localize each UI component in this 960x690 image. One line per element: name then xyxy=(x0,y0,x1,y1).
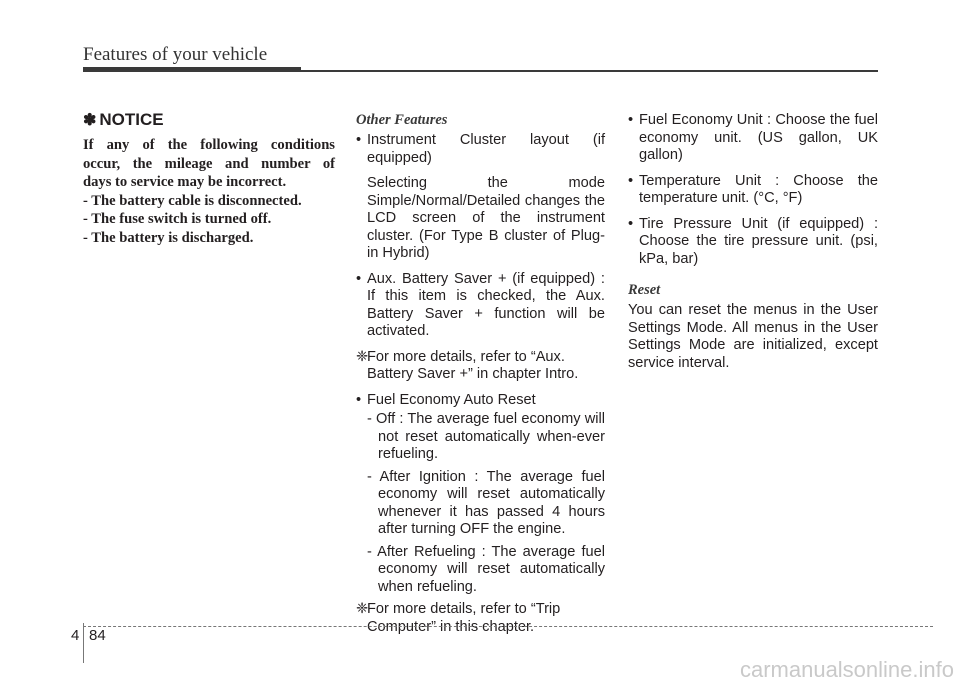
notice-line: If any of the following conditions xyxy=(83,137,335,153)
fuel-reset-ref-text: For more details, refer to “Trip Computer” in this chapter. xyxy=(367,601,561,635)
section-number: 4 xyxy=(71,627,80,644)
notice-line: days to service may be incorrect. xyxy=(83,174,287,190)
footer-dashed-rule xyxy=(83,626,933,627)
other-features-section xyxy=(356,110,605,644)
notice-line: occur, the mileage and number of xyxy=(83,155,335,172)
aux-battery-ref xyxy=(356,349,605,384)
header-rule-thick xyxy=(83,67,301,72)
fuel-reset-ref xyxy=(356,601,605,636)
fuel-reset-option-after-refueling: - After Refueling : The average fuel economy will reset automatically when refueling. xyxy=(367,543,605,595)
units-reset-section xyxy=(628,112,878,380)
header-rule-thin xyxy=(301,70,878,72)
bullet-icon: • xyxy=(628,112,634,128)
page-number: 84 xyxy=(89,627,106,644)
fuel-reset-label: Fuel Economy Auto Reset xyxy=(367,391,536,408)
bullet-icon: • xyxy=(356,132,362,148)
list-item xyxy=(356,132,605,167)
fuel-reset-option-off: - Off : The average fuel economy will not reset automatically when-ever refueling. xyxy=(367,411,605,462)
temperature-unit-text: Temperature Unit : Choose the temperature unit. (°C, °F) xyxy=(639,172,878,206)
reset-title: Reset xyxy=(628,282,661,298)
list-item xyxy=(628,173,878,208)
list-item xyxy=(628,216,878,269)
reference-icon: ❈ xyxy=(356,601,369,617)
bullet-icon: • xyxy=(628,172,634,189)
list-item xyxy=(628,112,878,165)
cluster-layout-desc: Selecting the mode Simple/Normal/Detailed changes the LCD screen of the instrument cluster. (For Type B cluster of Plug-in Hybrid) xyxy=(367,175,605,261)
tire-pressure-unit-text: Tire Pressure Unit (if equipped) : Choose the tire pressure unit. (psi, kPa, bar) xyxy=(639,215,878,267)
notice-line: - The fuse switch is turned off. xyxy=(83,211,272,227)
notice-title: NOTICE xyxy=(99,110,164,129)
aux-battery-text: Aux. Battery Saver + (if equipped) : If this item is checked, the Aux. Battery Saver + function will be activated. xyxy=(367,270,605,339)
reference-icon: ❈ xyxy=(356,348,369,365)
reset-text: You can reset the menus in the User Settings Mode. All menus in the User Settings Mode are initialized, except service interval. xyxy=(628,302,878,371)
list-item xyxy=(356,392,605,410)
bullet-icon: • xyxy=(356,391,362,408)
notice-heading xyxy=(83,110,335,130)
watermark-logo: carmanualsonline.info xyxy=(739,657,954,682)
page-header-title: Features of your vehicle xyxy=(83,44,268,65)
notice-line: - The battery is discharged. xyxy=(83,229,254,246)
fuel-reset-option-after-ignition: - After Ignition : The average fuel economy will reset automatically whenever it has passed 4 hours after turning OFF the engine. xyxy=(367,468,605,537)
notice-line: - The battery cable is disconnected. xyxy=(83,192,302,209)
list-item xyxy=(356,271,605,341)
aux-battery-ref-text: For more details, refer to “Aux. Battery Saver +” in chapter Intro. xyxy=(367,348,579,382)
bullet-icon: • xyxy=(356,270,362,287)
bullet-icon: • xyxy=(628,215,634,232)
other-features-title: Other Features xyxy=(356,112,448,128)
notice-star-icon: ✽ xyxy=(83,112,97,129)
cluster-layout-label: Instrument Cluster layout (if equipped) xyxy=(367,132,605,166)
footer-divider xyxy=(83,623,84,663)
notice-box xyxy=(83,110,335,247)
fuel-economy-unit-text: Fuel Economy Unit : Choose the fuel economy unit. (US gallon, UK gallon) xyxy=(639,112,878,163)
